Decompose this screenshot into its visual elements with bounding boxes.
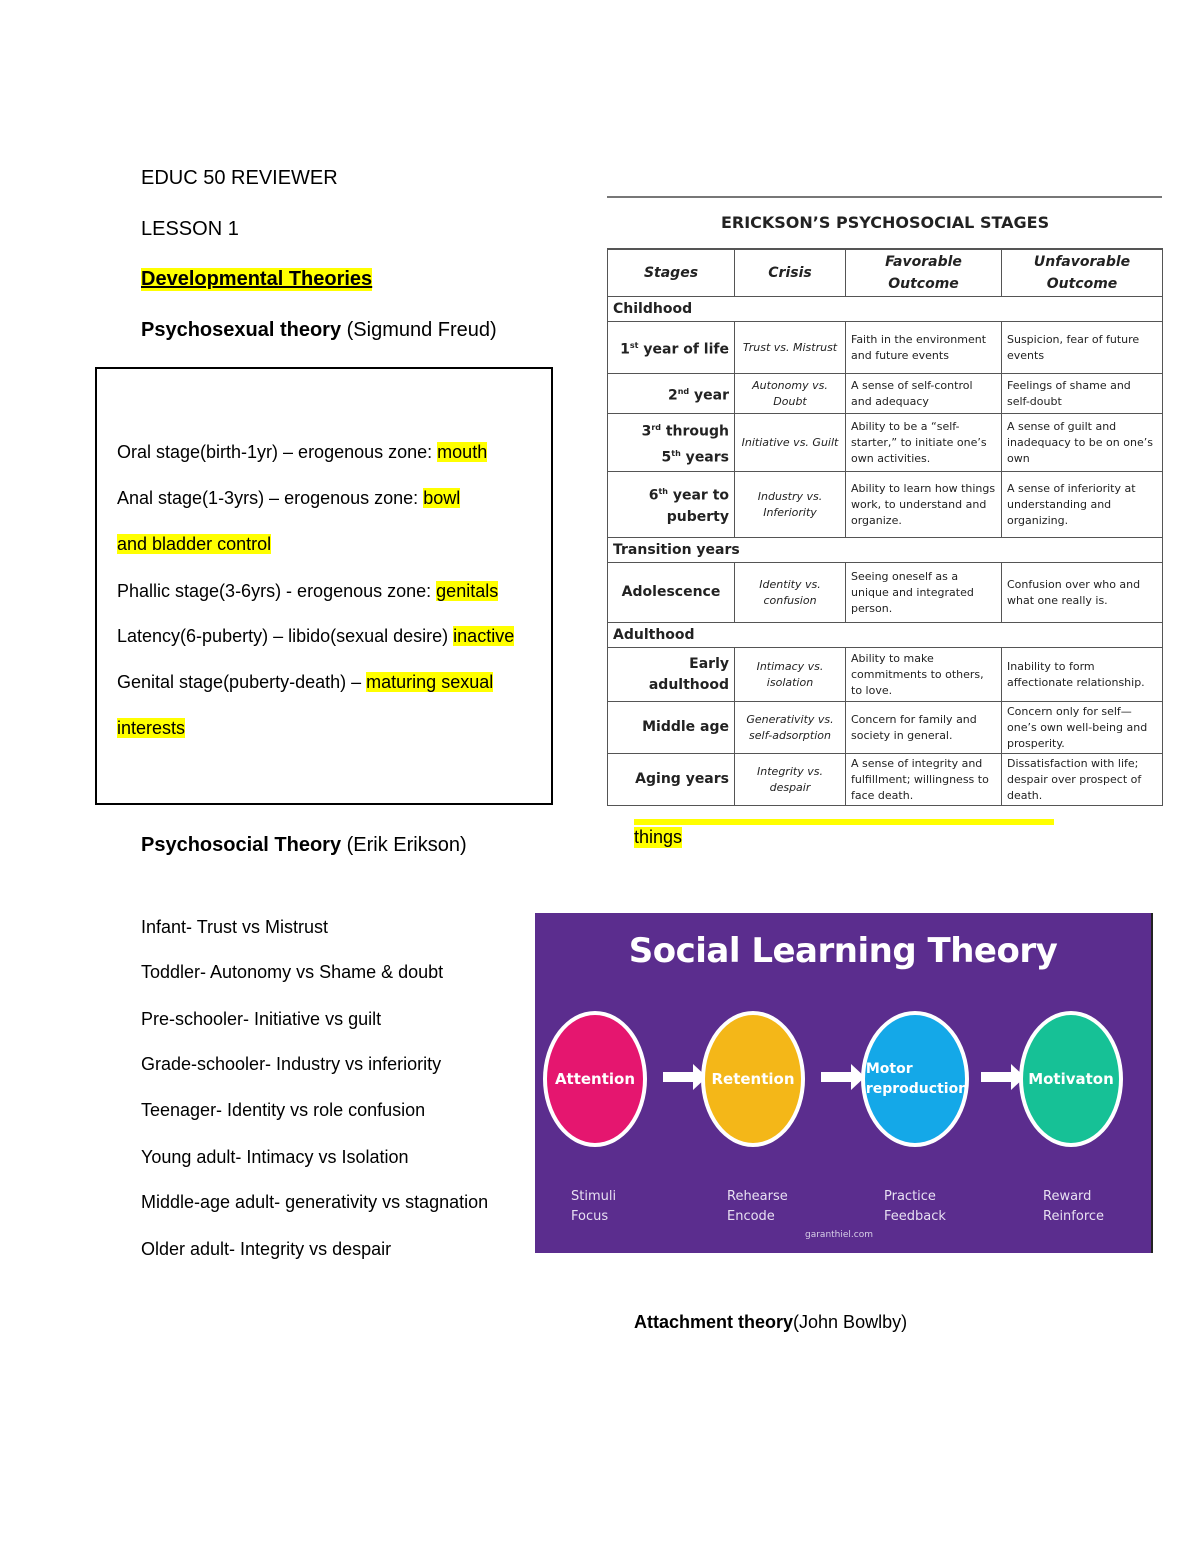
freud-line	[117, 488, 460, 509]
table-header-stages: Stages	[608, 249, 735, 297]
erikson-stage-item: Toddler- Autonomy vs Shame & doubt	[141, 962, 444, 982]
favorable-cell: Faith in the environment and future events	[846, 322, 1002, 374]
erikson-stage-item: Young adult- Intimacy vs Isolation	[141, 1147, 409, 1167]
table-row	[608, 648, 1163, 702]
attachment-heading-author: (John Bowlby)	[793, 1312, 908, 1332]
freud-heading-bold: Psychosexual theory	[141, 319, 342, 341]
freud-line-highlight: interests	[117, 718, 186, 738]
slt-circle-motor-reproduction: Motor reproduction	[861, 1011, 969, 1147]
erikson-heading-author: (Erik Erikson)	[341, 834, 467, 856]
stage-cell: 6th year to puberty	[608, 472, 735, 538]
unfavorable-cell: Inability to form affectionate relationship.	[1002, 648, 1163, 702]
table-row	[608, 754, 1163, 806]
stage-cell: Aging years	[608, 754, 735, 806]
arrow-right-icon	[663, 1072, 695, 1082]
stage-cell: Early adulthood	[608, 648, 735, 702]
crisis-cell: Initiative vs. Guilt	[735, 414, 846, 472]
unfavorable-cell: Suspicion, fear of future events	[1002, 322, 1163, 374]
freud-line	[117, 626, 514, 647]
freud-stages-box	[95, 367, 553, 805]
freud-line-highlight: genitals	[436, 581, 499, 601]
favorable-cell: Seeing oneself as a unique and integrated person.	[846, 563, 1002, 623]
things-fragment: things	[634, 827, 683, 847]
slt-sub-motivation: Reward Reinforce	[1043, 1189, 1105, 1224]
freud-line-text: Phallic stage(3-6yrs) - erogenous zone:	[117, 581, 437, 601]
freud-line	[117, 672, 493, 693]
table-section-childhood: Childhood	[608, 297, 1163, 322]
freud-line-highlight: inactive	[453, 626, 515, 646]
erikson-heading	[141, 834, 467, 857]
favorable-cell: Ability to learn how things work, to understand and organize.	[846, 472, 1002, 538]
attachment-heading	[634, 1312, 907, 1333]
erikson-stage-item: Pre-schooler- Initiative vs guilt	[141, 1009, 382, 1029]
unfavorable-cell: Confusion over who and what one really is.	[1002, 563, 1163, 623]
freud-line-text: Latency(6-puberty) – libido(sexual desire)	[117, 626, 454, 646]
slt-circle-attention: Attention	[543, 1011, 647, 1147]
freud-line	[117, 442, 487, 463]
table-row	[608, 374, 1163, 414]
erikson-stage-item: Middle-age adult- generativity vs stagnation	[141, 1192, 489, 1212]
table-row	[608, 322, 1163, 374]
table-header-unfavorable: Unfavorable Outcome	[1002, 249, 1163, 297]
table-title: ERICKSON’S PSYCHOSOCIAL STAGES	[608, 198, 1163, 249]
favorable-cell: Concern for family and society in general.	[846, 702, 1002, 754]
arrow-right-icon	[821, 1072, 853, 1082]
slt-title: Social Learning Theory	[628, 931, 1058, 971]
erikson-stages-table	[607, 196, 1162, 814]
erikson-stage-item: Teenager- Identity vs role confusion	[141, 1100, 426, 1120]
slt-credit: garanthiel.com	[805, 1230, 874, 1240]
social-learning-theory-image	[535, 913, 1151, 1253]
slt-circle-retention: Retention	[701, 1011, 805, 1147]
highlight-strip	[634, 819, 1054, 825]
favorable-cell: Ability to be a “self-starter,” to initiate one’s own activities.	[846, 414, 1002, 472]
table-row	[608, 472, 1163, 538]
erikson-stage-item: Infant- Trust vs Mistrust	[141, 917, 329, 937]
slt-sub-attention: Stimuli Focus	[571, 1189, 617, 1224]
image-edge-line	[1151, 913, 1153, 1253]
crisis-cell: Generativity vs. self-adsorption	[735, 702, 846, 754]
table-section-transition: Transition years	[608, 538, 1163, 563]
lesson-label: LESSON 1	[141, 218, 239, 240]
freud-line	[117, 718, 185, 739]
document-title: EDUC 50 REVIEWER	[141, 167, 338, 189]
erikson-stage-item: Grade-schooler- Industry vs inferiority	[141, 1054, 442, 1074]
stage-cell: 1st year of life	[608, 322, 735, 374]
freud-line-text: Anal stage(1-3yrs) – erogenous zone:	[117, 488, 424, 508]
stage-cell: 2nd year	[608, 374, 735, 414]
table-row	[608, 702, 1163, 754]
unfavorable-cell: A sense of guilt and inadequacy to be on one’s own	[1002, 414, 1163, 472]
crisis-cell: Trust vs. Mistrust	[735, 322, 846, 374]
section-heading: Developmental Theories	[141, 268, 373, 290]
freud-line	[117, 534, 271, 555]
crisis-cell: Integrity vs. despair	[735, 754, 846, 806]
arrow-right-icon	[981, 1072, 1013, 1082]
freud-line-highlight: bowl	[423, 488, 461, 508]
freud-line-text: Oral stage(birth-1yr) – erogenous zone:	[117, 442, 438, 462]
erikson-heading-bold: Psychosocial Theory	[141, 834, 342, 856]
unfavorable-cell: A sense of inferiority at understanding and organizing.	[1002, 472, 1163, 538]
table-header-favorable: Favorable Outcome	[846, 249, 1002, 297]
crisis-cell: Intimacy vs. isolation	[735, 648, 846, 702]
freud-line-text: Genital stage(puberty-death) –	[117, 672, 367, 692]
crisis-cell: Autonomy vs. Doubt	[735, 374, 846, 414]
freud-line	[117, 581, 498, 602]
favorable-cell: A sense of self-control and adequacy	[846, 374, 1002, 414]
stage-cell: Middle age	[608, 702, 735, 754]
favorable-cell: Ability to make commitments to others, to love.	[846, 648, 1002, 702]
slt-circle-motivation: Motivaton	[1019, 1011, 1123, 1147]
freud-heading	[141, 319, 497, 342]
freud-line-highlight: mouth	[437, 442, 488, 462]
slt-sub-motor: Practice Feedback	[884, 1189, 946, 1224]
freud-line-highlight: and bladder control	[117, 534, 272, 554]
table-row	[608, 563, 1163, 623]
stage-cell: 3rd through 5th years	[608, 414, 735, 472]
erikson-stage-item: Older adult- Integrity vs despair	[141, 1239, 392, 1259]
unfavorable-cell: Concern only for self—one’s own well-being and prosperity.	[1002, 702, 1163, 754]
stage-cell: Adolescence	[608, 563, 735, 623]
crisis-cell: Identity vs. confusion	[735, 563, 846, 623]
unfavorable-cell: Feelings of shame and self-doubt	[1002, 374, 1163, 414]
table-section-adulthood: Adulthood	[608, 623, 1163, 648]
freud-line-highlight: maturing sexual	[366, 672, 494, 692]
table-row	[608, 414, 1163, 472]
freud-heading-author: (Sigmund Freud)	[341, 319, 497, 341]
favorable-cell: A sense of integrity and fulfillment; willingness to face death.	[846, 754, 1002, 806]
attachment-heading-bold: Attachment theory	[634, 1312, 794, 1332]
unfavorable-cell: Dissatisfaction with life; despair over prospect of death.	[1002, 754, 1163, 806]
table-header-crisis: Crisis	[735, 249, 846, 297]
slt-sub-retention: Rehearse Encode	[727, 1189, 788, 1224]
crisis-cell: Industry vs. Inferiority	[735, 472, 846, 538]
